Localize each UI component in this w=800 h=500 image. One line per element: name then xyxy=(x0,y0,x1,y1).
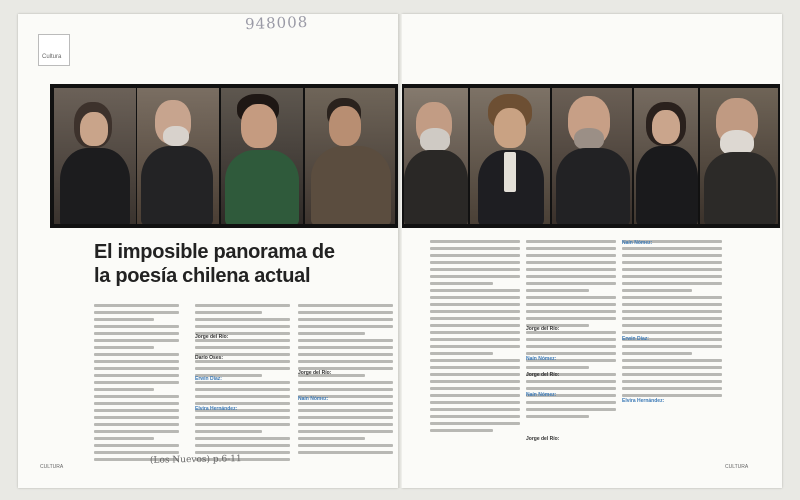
photo-bald-man-right xyxy=(552,88,632,224)
text-column-3 xyxy=(298,300,393,458)
speaker-nain-nomez-2: Naín Nómez: xyxy=(526,356,557,362)
article-title xyxy=(94,240,394,288)
text-column-2 xyxy=(195,300,290,465)
text-column-6 xyxy=(622,236,722,401)
speaker-jorge-del-rio-5: Jorge del Río: xyxy=(526,436,560,442)
speaker-elvira-hernandez-2: Elvira Hernández: xyxy=(622,398,665,404)
speaker-elvira-hernandez: Elvira Hernández: xyxy=(195,406,238,412)
folio-right: CULTURA xyxy=(725,464,749,470)
title-line-2: la poesía chilena actual xyxy=(94,265,311,287)
photo-bald-man xyxy=(137,88,219,224)
speaker-jorge-del-rio-4: Jorge del Río: xyxy=(526,372,560,378)
speaker-dario-oses: Darío Oses: xyxy=(195,355,224,361)
speaker-jorge-del-rio-2: Jorge del Río: xyxy=(298,370,332,376)
photo-woman-left xyxy=(54,88,136,224)
section-badge xyxy=(38,34,70,66)
photo-gray-bearded-man xyxy=(404,88,468,224)
speaker-nain-nomez-4: Naín Nómez: xyxy=(622,240,653,246)
handwritten-number: 948008 xyxy=(244,12,309,34)
section-tag: Cultura xyxy=(42,54,62,60)
photo-man-plaid xyxy=(305,88,395,224)
folio-left: CULTURA xyxy=(40,464,64,470)
speaker-jorge-del-rio-3: Jorge del Río: xyxy=(526,326,560,332)
speaker-erwin-diaz-2: Erwin Díaz: xyxy=(622,336,649,342)
speaker-nain-nomez: Naín Nómez: xyxy=(298,396,329,402)
speaker-nain-nomez-3: Naín Nómez: xyxy=(526,392,557,398)
text-column-1 xyxy=(94,300,179,465)
speaker-erwin-diaz: Erwin Díaz: xyxy=(195,376,222,382)
title-line-1: El imposible panorama de xyxy=(94,241,335,263)
text-column-4 xyxy=(430,236,520,436)
photo-woman-right xyxy=(634,88,698,224)
photo-young-man xyxy=(221,88,303,224)
speaker-jorge-del-rio: Jorge del Río: xyxy=(195,334,229,340)
photo-curly-man xyxy=(470,88,550,224)
handwritten-footnote: (Los Nuevos) p.6-11 xyxy=(149,454,242,466)
photo-white-beard-man xyxy=(700,88,778,224)
